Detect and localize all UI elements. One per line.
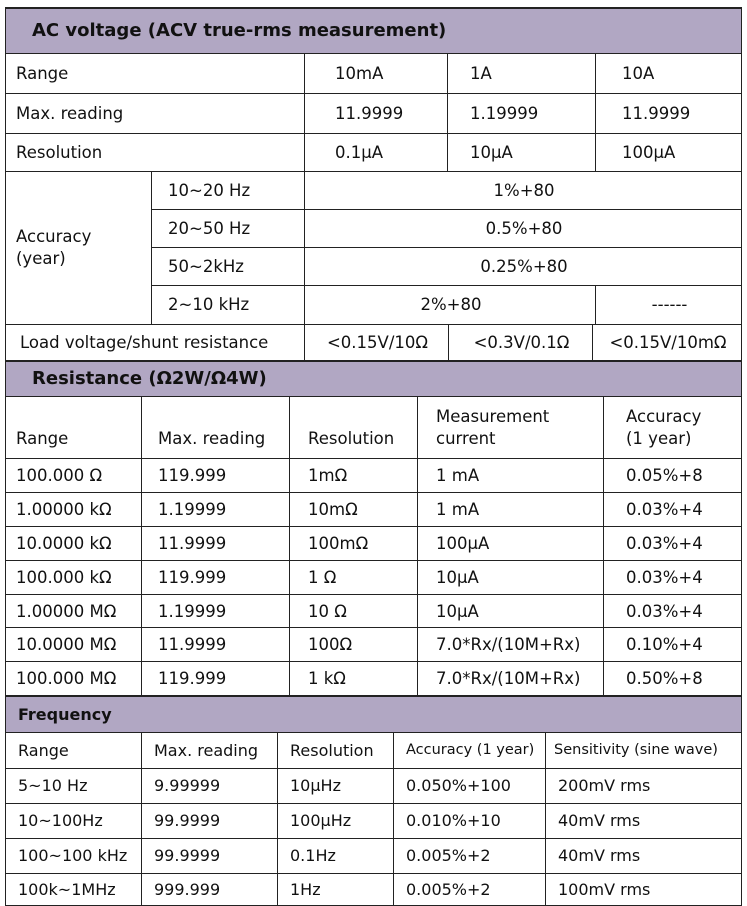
resistance-cell: 7.0*Rx/(10M+Rx) [418, 662, 604, 696]
acv-accuracy-label [6, 171, 152, 324]
acv-accuracy-value: 0.25%+80 [305, 247, 742, 285]
resistance-cell: 10mΩ [290, 493, 418, 527]
frequency-cell: 1Hz [278, 873, 394, 905]
resistance-cell: 0.03%+4 [604, 561, 742, 595]
acv-accuracy-value: 2%+80 [305, 285, 596, 324]
resistance-cell: 100Ω [290, 628, 418, 662]
acv-accuracy-value-na: ------ [596, 285, 742, 324]
frequency-cell: 100~100 kHz [6, 838, 142, 873]
acv-max-value: 11.9999 [305, 93, 448, 133]
acv-max-value: 11.9999 [596, 93, 742, 133]
resistance-title: Resistance (Ω2W/Ω4W) [6, 361, 742, 397]
resistance-cell: 1.00000 kΩ [6, 493, 142, 527]
resistance-header-row [6, 397, 742, 459]
acv-title-row [6, 8, 742, 53]
resistance-cell: 1.19999 [142, 595, 290, 628]
acv-accuracy-label-line1: Accuracy [16, 227, 92, 247]
frequency-title-row [6, 696, 742, 732]
frequency-cell: 0.050%+100 [394, 768, 546, 803]
frequency-cell: 200mV rms [546, 768, 742, 803]
acv-resolution-row [6, 133, 742, 171]
acv-accuracy-label-line2: (year) [16, 248, 66, 268]
acv-resolution-value: 10μA [448, 133, 596, 171]
acv-load-label: Load voltage/shunt resistance [6, 324, 305, 360]
resistance-table [5, 360, 742, 697]
acv-load-value: <0.3V/0.1Ω [449, 324, 593, 360]
resistance-cell: 10μA [418, 561, 604, 595]
resistance-cell: 0.03%+4 [604, 527, 742, 561]
frequency-header: Sensitivity (sine wave) [546, 732, 742, 768]
acv-accuracy-freq: 50~2kHz [152, 247, 305, 285]
resistance-cell: 100mΩ [290, 527, 418, 561]
frequency-row [6, 838, 742, 873]
resistance-row [6, 628, 742, 662]
frequency-cell: 10~100Hz [6, 803, 142, 838]
acv-resolution-value: 0.1μA [305, 133, 448, 171]
frequency-header: Accuracy (1 year) [394, 732, 546, 768]
acv-accuracy-freq: 10~20 Hz [152, 171, 305, 209]
acv-load-table [5, 324, 742, 361]
resistance-header: Max. reading [142, 397, 290, 459]
resistance-cell: 100μA [418, 527, 604, 561]
resistance-cell: 1mΩ [290, 459, 418, 493]
frequency-cell: 99.9999 [142, 838, 278, 873]
acv-accuracy-freq: 2~10 kHz [152, 285, 305, 324]
resistance-cell: 10.0000 MΩ [6, 628, 142, 662]
resistance-header: Accuracy (1 year) [604, 397, 742, 459]
frequency-cell: 0.005%+2 [394, 838, 546, 873]
frequency-header: Range [6, 732, 142, 768]
resistance-row [6, 527, 742, 561]
frequency-cell: 100k~1MHz [6, 873, 142, 905]
resistance-cell: 10.0000 kΩ [6, 527, 142, 561]
resistance-cell: 10 Ω [290, 595, 418, 628]
resistance-cell: 11.9999 [142, 628, 290, 662]
resistance-cell: 1.19999 [142, 493, 290, 527]
resistance-cell: 0.03%+4 [604, 493, 742, 527]
frequency-cell: 0.010%+10 [394, 803, 546, 838]
frequency-header: Resolution [278, 732, 394, 768]
resistance-cell: 1 mA [418, 493, 604, 527]
acv-accuracy-value: 1%+80 [305, 171, 742, 209]
acv-max-label: Max. reading [6, 93, 305, 133]
resistance-cell: 1 mA [418, 459, 604, 493]
resistance-header: Resolution [290, 397, 418, 459]
acv-load-value: <0.15V/10mΩ [593, 324, 742, 360]
frequency-title: Frequency [6, 696, 742, 732]
frequency-cell: 40mV rms [546, 803, 742, 838]
acv-range-row [6, 53, 742, 93]
resistance-row [6, 561, 742, 595]
acv-table [5, 7, 742, 325]
resistance-cell: 0.50%+8 [604, 662, 742, 696]
acv-max-value: 1.19999 [448, 93, 596, 133]
frequency-cell: 999.999 [142, 873, 278, 905]
resistance-cell: 0.10%+4 [604, 628, 742, 662]
resistance-header: Range [6, 397, 142, 459]
resistance-row [6, 595, 742, 628]
acv-title: AC voltage (ACV true-rms measurement) [6, 8, 742, 53]
resistance-cell: 119.999 [142, 459, 290, 493]
resistance-cell: 1 kΩ [290, 662, 418, 696]
frequency-row [6, 803, 742, 838]
frequency-table [5, 695, 742, 906]
resistance-cell: 1.00000 MΩ [6, 595, 142, 628]
frequency-cell: 100μHz [278, 803, 394, 838]
frequency-cell: 5~10 Hz [6, 768, 142, 803]
resistance-row [6, 662, 742, 696]
resistance-cell: 100.000 MΩ [6, 662, 142, 696]
resistance-title-row [6, 361, 742, 397]
acv-resolution-label: Resolution [6, 133, 305, 171]
acv-max-row [6, 93, 742, 133]
resistance-cell: 100.000 kΩ [6, 561, 142, 595]
frequency-row [6, 873, 742, 905]
acv-load-value: <0.15V/10Ω [305, 324, 449, 360]
resistance-cell: 0.03%+4 [604, 595, 742, 628]
acv-accuracy-row [6, 171, 742, 209]
acv-range-value: 10mA [305, 53, 448, 93]
frequency-cell: 40mV rms [546, 838, 742, 873]
acv-range-value: 1A [448, 53, 596, 93]
resistance-row [6, 459, 742, 493]
acv-range-value: 10A [596, 53, 742, 93]
frequency-cell: 9.99999 [142, 768, 278, 803]
resistance-cell: 0.05%+8 [604, 459, 742, 493]
resistance-cell: 10μA [418, 595, 604, 628]
acv-range-label: Range [6, 53, 305, 93]
resistance-cell: 1 Ω [290, 561, 418, 595]
frequency-header-row [6, 732, 742, 768]
resistance-cell: 7.0*Rx/(10M+Rx) [418, 628, 604, 662]
frequency-header: Max. reading [142, 732, 278, 768]
frequency-row [6, 768, 742, 803]
frequency-cell: 99.9999 [142, 803, 278, 838]
resistance-header: Measurement current [418, 397, 604, 459]
frequency-cell: 10μHz [278, 768, 394, 803]
spec-sheet [5, 7, 741, 906]
acv-resolution-value: 100μA [596, 133, 742, 171]
acv-accuracy-value: 0.5%+80 [305, 209, 742, 247]
resistance-cell: 119.999 [142, 662, 290, 696]
resistance-cell: 119.999 [142, 561, 290, 595]
acv-accuracy-freq: 20~50 Hz [152, 209, 305, 247]
resistance-cell: 100.000 Ω [6, 459, 142, 493]
frequency-cell: 100mV rms [546, 873, 742, 905]
resistance-cell: 11.9999 [142, 527, 290, 561]
resistance-row [6, 493, 742, 527]
frequency-cell: 0.1Hz [278, 838, 394, 873]
acv-load-row [6, 324, 742, 360]
frequency-cell: 0.005%+2 [394, 873, 546, 905]
